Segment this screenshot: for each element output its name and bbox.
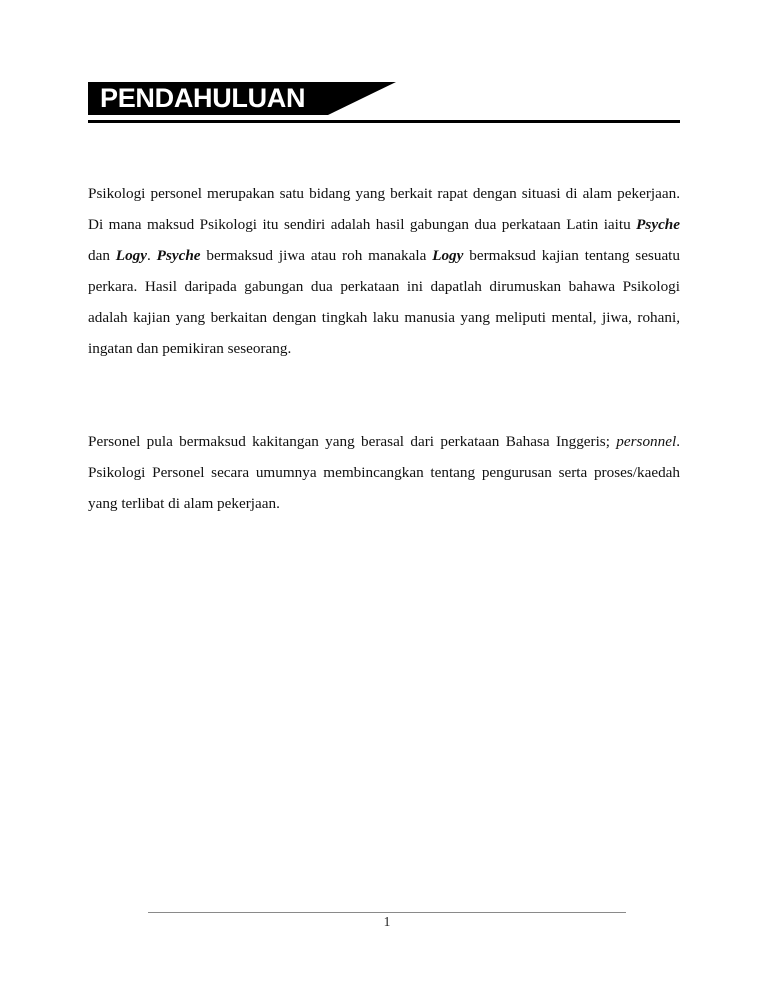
footer-divider bbox=[148, 912, 626, 913]
document-body bbox=[88, 178, 680, 519]
heading-arrow-shape bbox=[328, 82, 396, 115]
heading-underline-rule bbox=[88, 120, 680, 123]
body-paragraph-1: Psikologi personel merupakan satu bidang yang berkait rapat dengan situasi di alam pekerjaan. Di mana maksud Psikologi itu sendiri adalah hasil gabungan dua perkataan Latin iaitu Psyche dan Logy. Psyche bermaksud jiwa atau roh manakala Logy bermaksud kajian tentang sesuatu perkara. Hasil daripada gabungan dua perkataan ini dapatlah dirumuskan bahawa Psikologi adalah kajian yang berkaitan dengan tingkah laku manusia yang meliputi mental, jiwa, rohani, ingatan dan pemikiran seseorang. bbox=[88, 185, 680, 357]
body-paragraph-2: Personel pula bermaksud kakitangan yang berasal dari perkataan Bahasa Inggeris; personnel. Psikologi Personel secara umumnya membincangkan tentang pengurusan serta proses/kaedah yang terlibat di alam pekerjaan. bbox=[88, 433, 680, 512]
section-heading-banner bbox=[88, 82, 680, 128]
page-number: 1 bbox=[383, 914, 391, 929]
page-title: PENDAHULUAN bbox=[100, 83, 306, 113]
